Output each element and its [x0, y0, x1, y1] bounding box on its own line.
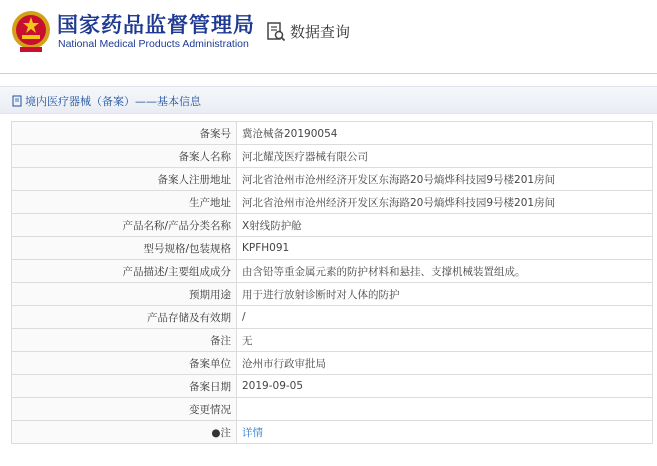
row-label: 生产地址 — [12, 191, 237, 214]
row-label: 产品名称/产品分类名称 — [12, 214, 237, 237]
table-row — [12, 421, 653, 444]
data-query-link[interactable] — [266, 21, 350, 42]
row-label: 型号规格/包装规格 — [12, 237, 237, 260]
table-row — [12, 168, 653, 191]
breadcrumb-text: 境内医疗器械（备案）——基本信息 — [25, 95, 201, 108]
details-link[interactable]: 详情 — [237, 421, 653, 444]
document-search-icon — [266, 22, 286, 42]
row-label: 变更情况 — [12, 398, 237, 421]
row-value: X射线防护舱 — [237, 214, 653, 237]
row-value: 由含铅等重金属元素的防护材料和悬挂、支撑机械装置组成。 — [237, 260, 653, 283]
table-row — [12, 398, 653, 421]
data-query-label: 数据查询 — [290, 23, 351, 41]
row-value: 沧州市行政审批局 — [237, 352, 653, 375]
row-label: 产品描述/主要组成成分 — [12, 260, 237, 283]
national-emblem-icon — [10, 9, 52, 53]
row-value: / — [237, 306, 653, 329]
table-row — [12, 214, 653, 237]
document-icon — [12, 95, 23, 107]
row-value: 用于进行放射诊断时对人体的防护 — [237, 283, 653, 306]
table-row — [12, 306, 653, 329]
row-value: KPFH091 — [237, 237, 653, 260]
breadcrumb — [12, 93, 201, 109]
header-divider — [0, 73, 657, 74]
row-label: 备案日期 — [12, 375, 237, 398]
row-value: 冀沧械备20190054 — [237, 122, 653, 145]
site-subtitle: National Medical Products Administration — [58, 38, 249, 50]
row-label: 产品存储及有效期 — [12, 306, 237, 329]
row-value: 2019-09-05 — [237, 375, 653, 398]
table-row — [12, 283, 653, 306]
table-row — [12, 145, 653, 168]
site-title: 国家药品监督管理局 — [57, 13, 255, 37]
table-row — [12, 122, 653, 145]
row-label: 备案人注册地址 — [12, 168, 237, 191]
detail-table — [11, 121, 653, 444]
row-label: ●注 — [12, 421, 237, 444]
row-value: 河北省沧州市沧州经济开发区东海路20号熵烨科技园9号楼201房间 — [237, 168, 653, 191]
row-label: 备案单位 — [12, 352, 237, 375]
row-value: 河北耀茂医疗器械有限公司 — [237, 145, 653, 168]
breadcrumb-bar — [0, 86, 657, 114]
table-row — [12, 237, 653, 260]
row-label: 备案人名称 — [12, 145, 237, 168]
row-label: 备注 — [12, 329, 237, 352]
table-row — [12, 352, 653, 375]
row-label: 备案号 — [12, 122, 237, 145]
site-header — [0, 0, 657, 70]
table-row — [12, 191, 653, 214]
table-row — [12, 375, 653, 398]
table-row — [12, 260, 653, 283]
row-value: 河北省沧州市沧州经济开发区东海路20号熵烨科技园9号楼201房间 — [237, 191, 653, 214]
row-value: 无 — [237, 329, 653, 352]
row-label: 预期用途 — [12, 283, 237, 306]
table-row — [12, 329, 653, 352]
row-value — [237, 398, 653, 421]
